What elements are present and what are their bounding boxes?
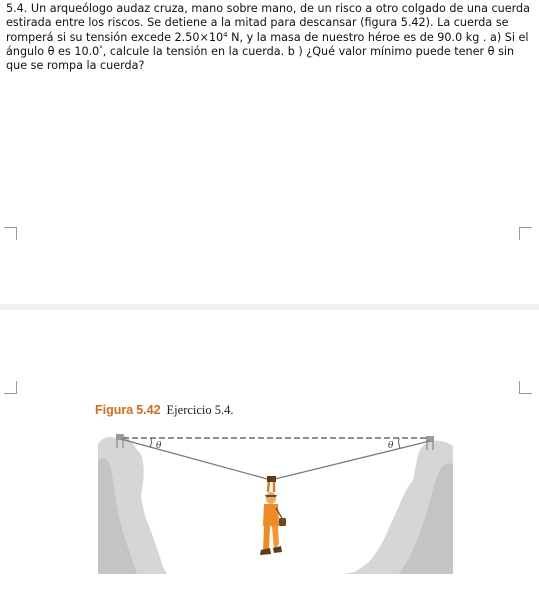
crop-mark-top-left bbox=[4, 227, 17, 240]
hero-figure bbox=[260, 476, 286, 555]
angle-arc-right bbox=[399, 438, 400, 448]
angle-degree: ° bbox=[99, 44, 103, 53]
crop-mark-bottom-right bbox=[519, 381, 532, 394]
tension-exponent: 4 bbox=[223, 30, 228, 39]
angle-value: 10.0 bbox=[74, 44, 100, 58]
rope bbox=[121, 439, 430, 480]
rope-figure bbox=[93, 424, 453, 579]
mass-value: 90.0 kg bbox=[437, 30, 480, 44]
problem-text-4: , calcule la tensión en la cuerda. b ) ¿Qué valor mínimo puede tener θ sin que se rompa la cuerda? bbox=[6, 44, 515, 73]
problem-text-3: . a) Si el ángulo θ es bbox=[6, 30, 529, 58]
crop-mark-top-right bbox=[519, 227, 532, 240]
tension-value: 2.50×10 bbox=[174, 30, 224, 44]
problem-number: 5.4. bbox=[6, 2, 28, 15]
figure-caption bbox=[95, 402, 234, 418]
problem-statement bbox=[6, 2, 533, 73]
angle-arc-left bbox=[150, 438, 151, 447]
page-divider bbox=[0, 304, 539, 310]
figure-number: 5.42 bbox=[136, 403, 161, 417]
figure-caption-text: Ejercicio 5.4. bbox=[166, 403, 234, 417]
figure-label: Figura bbox=[95, 403, 134, 417]
problem-text-2: N, y la masa de nuestro héroe es de bbox=[227, 30, 438, 44]
theta-label-left: θ bbox=[156, 441, 162, 451]
problem-text-1: Un arqueólogo audaz cruza, mano sobre mano, de un risco a otro colgado de una cuerda estirada entre los riscos. Se detiene a la mitad para descansar (figura 5.42). La cuerda se romperá si su tensión excede bbox=[6, 2, 530, 44]
crop-mark-bottom-left bbox=[4, 381, 17, 394]
theta-label-right: θ bbox=[388, 441, 394, 451]
